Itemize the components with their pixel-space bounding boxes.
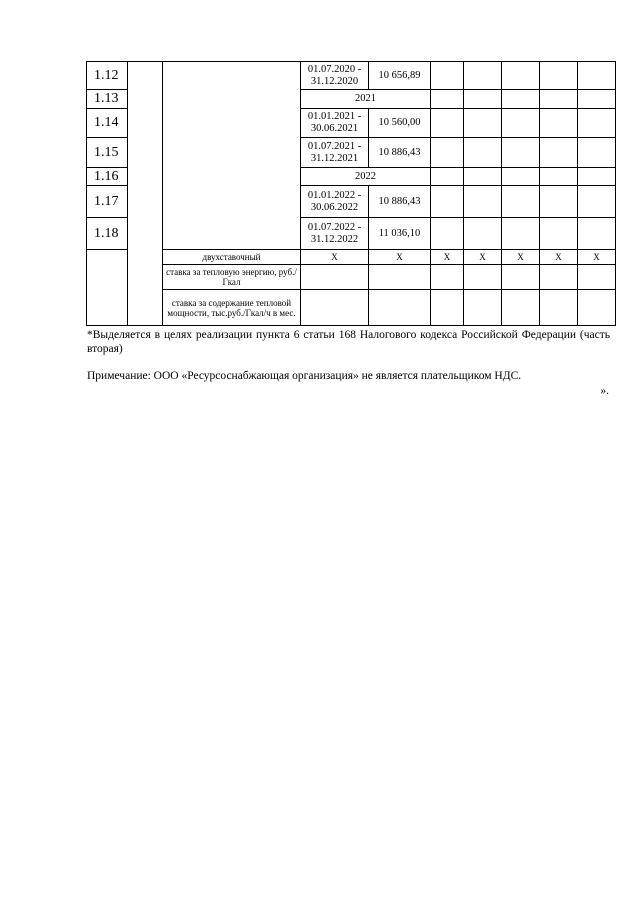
empty-cell xyxy=(502,290,540,326)
empty-cell xyxy=(464,62,502,90)
empty-cell xyxy=(540,168,578,186)
empty-cell xyxy=(431,186,464,218)
empty-cell xyxy=(540,90,578,109)
empty-cell xyxy=(502,138,540,168)
row-number: 1.17 xyxy=(87,186,128,218)
empty-cell xyxy=(540,109,578,138)
empty-cell xyxy=(578,218,616,250)
empty-cell xyxy=(502,168,540,186)
empty-cell xyxy=(301,265,369,290)
x-mark: X xyxy=(369,250,431,265)
empty-cell xyxy=(578,265,616,290)
empty-cell xyxy=(464,168,502,186)
remark-note: Примечание: ООО «Ресурсоснабжающая организация» не является плательщиком НДС. xyxy=(87,370,522,382)
table-row xyxy=(87,62,616,90)
empty-cell xyxy=(464,90,502,109)
year-cell: 2022 xyxy=(301,168,431,186)
period-cell: 01.01.2022 - 30.06.2022 xyxy=(301,186,369,218)
tariff-value-cell: 10 656,89 xyxy=(369,62,431,90)
empty-cell xyxy=(578,186,616,218)
row-number: 1.14 xyxy=(87,109,128,138)
empty-cell xyxy=(464,218,502,250)
empty-cell xyxy=(369,290,431,326)
empty-cell xyxy=(540,218,578,250)
empty-cell xyxy=(578,138,616,168)
empty-cell xyxy=(431,218,464,250)
energy-rate-row xyxy=(87,265,616,290)
period-cell: 01.07.2021 - 31.12.2021 xyxy=(301,138,369,168)
period-cell: 01.01.2021 - 30.06.2021 xyxy=(301,109,369,138)
empty-cell xyxy=(464,109,502,138)
empty-cell xyxy=(502,265,540,290)
tariff-value-cell: 10 560,00 xyxy=(369,109,431,138)
x-mark: X xyxy=(540,250,578,265)
empty-cell xyxy=(431,62,464,90)
empty-cell xyxy=(431,109,464,138)
row-number: 1.15 xyxy=(87,138,128,168)
empty-cell xyxy=(540,186,578,218)
two-rate-row xyxy=(87,250,616,265)
empty-cell xyxy=(502,62,540,90)
empty-cell xyxy=(502,109,540,138)
empty-cell xyxy=(540,138,578,168)
empty-cell xyxy=(540,62,578,90)
capacity-rate-label: ставка за содержание тепловой мощности, тыс.руб./Гкал/ч в мес. xyxy=(163,290,301,326)
empty-cell xyxy=(369,265,431,290)
empty-cell xyxy=(502,90,540,109)
row-number: 1.16 xyxy=(87,168,128,186)
row-number: 1.13 xyxy=(87,90,128,109)
empty-cell xyxy=(431,265,464,290)
empty-cell xyxy=(431,168,464,186)
empty-cell xyxy=(502,186,540,218)
year-cell: 2021 xyxy=(301,90,431,109)
x-mark: X xyxy=(301,250,369,265)
capacity-rate-row xyxy=(87,290,616,326)
tariff-value-cell: 11 036,10 xyxy=(369,218,431,250)
empty-cell xyxy=(578,168,616,186)
vat-footnote: *Выделяется в целях реализации пункта 6 статьи 168 Налогового кодекса Российской Федерации (часть вторая) xyxy=(87,329,610,355)
tariff-table xyxy=(86,61,616,326)
row-number: 1.12 xyxy=(87,62,128,90)
empty-cell xyxy=(578,290,616,326)
row-number: 1.18 xyxy=(87,218,128,250)
empty-cell xyxy=(464,138,502,168)
empty-cell xyxy=(578,62,616,90)
empty-cell xyxy=(464,290,502,326)
x-mark: X xyxy=(464,250,502,265)
x-mark: X xyxy=(578,250,616,265)
period-cell: 01.07.2020 - 31.12.2020 xyxy=(301,62,369,90)
two-rate-label: двухставочный xyxy=(163,250,301,265)
empty-cell xyxy=(502,218,540,250)
group-label-cell xyxy=(163,62,301,250)
empty-cell xyxy=(431,90,464,109)
empty-cell xyxy=(464,186,502,218)
period-cell: 01.07.2022 - 31.12.2022 xyxy=(301,218,369,250)
empty-cell xyxy=(464,265,502,290)
row-number xyxy=(87,250,128,326)
closing-quote: ». xyxy=(600,385,609,397)
empty-cell xyxy=(301,290,369,326)
empty-cell xyxy=(540,265,578,290)
x-mark: X xyxy=(502,250,540,265)
energy-rate-label: ставка за тепловую энергию, руб./Гкал xyxy=(163,265,301,290)
x-mark: X xyxy=(431,250,464,265)
blank-column-cell xyxy=(128,62,163,326)
empty-cell xyxy=(431,138,464,168)
empty-cell xyxy=(431,290,464,326)
tariff-value-cell: 10 886,43 xyxy=(369,186,431,218)
empty-cell xyxy=(578,90,616,109)
empty-cell xyxy=(578,109,616,138)
empty-cell xyxy=(540,290,578,326)
tariff-value-cell: 10 886,43 xyxy=(369,138,431,168)
